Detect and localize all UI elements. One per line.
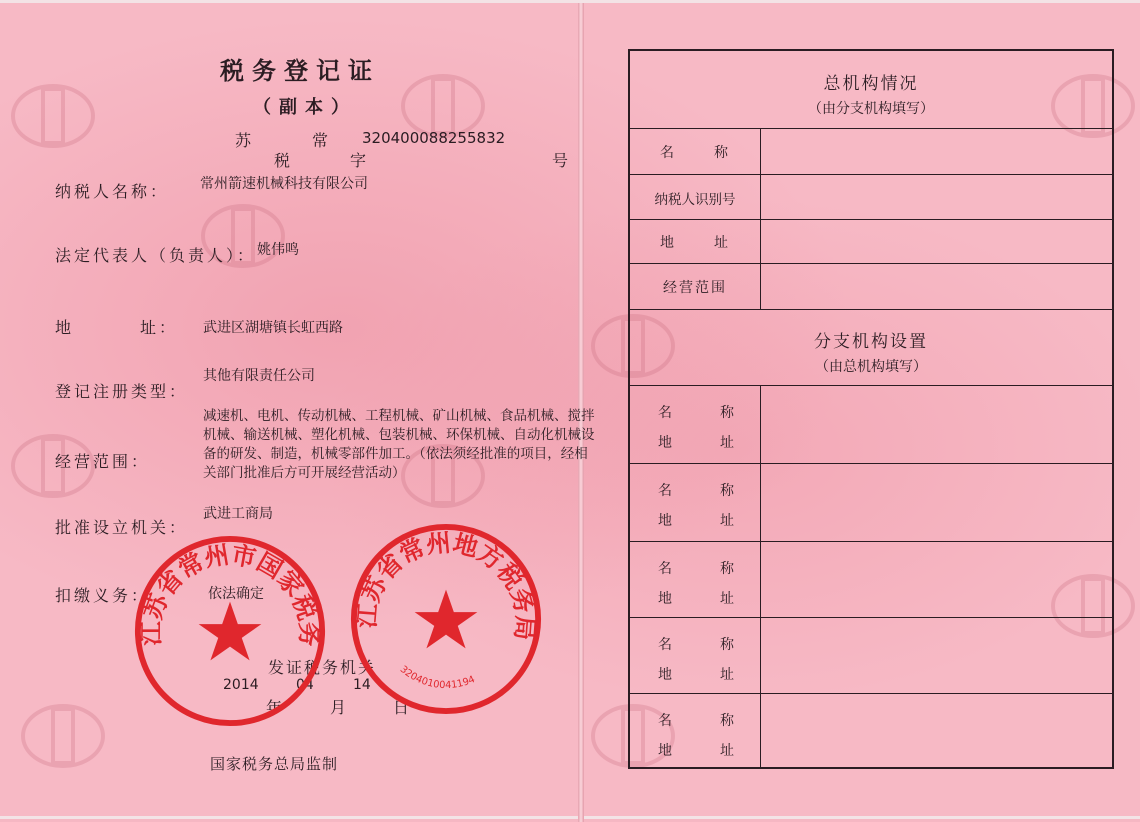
row-label: 址 xyxy=(720,435,734,451)
head-office-address-row xyxy=(630,219,1112,264)
withholding-label: 扣缴义务： xyxy=(55,586,151,605)
tax-prefix-province: 苏 xyxy=(235,131,252,150)
row-label: 地 xyxy=(658,435,672,451)
legal-rep-label: 法定代表人（负责人）： xyxy=(55,246,257,265)
star-icon xyxy=(415,590,478,649)
branch-row xyxy=(630,385,1112,464)
row-label: 纳税人识别号 xyxy=(630,175,761,220)
emblem-watermark-icon xyxy=(10,73,96,159)
row-label: 址 xyxy=(720,667,734,683)
head-office-name-row xyxy=(630,128,1112,175)
branch-row xyxy=(630,541,1112,618)
row-label: 称 xyxy=(720,483,734,499)
tax-number: 320400088255832 xyxy=(362,129,506,147)
tax-prefix-type: 常 xyxy=(312,131,329,150)
branch-subtitle: （由总机构填写） xyxy=(815,359,927,375)
row-label: 名 xyxy=(658,713,672,729)
row-label: 名 xyxy=(658,483,672,499)
footer-supervisor: 国家税务总局监制 xyxy=(210,755,339,773)
row-label: 地 xyxy=(658,667,672,683)
taxpayer-name-label: 纳税人名称： xyxy=(55,182,170,201)
head-office-title: 总机构情况 xyxy=(823,74,919,94)
legal-rep: 姚伟鸣 xyxy=(257,242,299,258)
head-office-taxpayer-id-row xyxy=(630,174,1112,220)
certificate-title: 税务登记证 xyxy=(220,56,380,85)
issue-date-day: 14 xyxy=(353,677,371,693)
row-label: 名 xyxy=(658,637,672,653)
head-office-scope-row xyxy=(630,263,1112,310)
svg-text:江苏省常州市国家税务局: 江苏省常州市国家税务 xyxy=(136,539,324,647)
row-label: 名 xyxy=(658,405,672,421)
tax-char-hao: 号 xyxy=(552,151,569,170)
local-tax-seal xyxy=(348,521,544,717)
row-label: 地 xyxy=(658,743,672,759)
star-icon xyxy=(199,602,262,661)
reg-type: 其他有限责任公司 xyxy=(203,368,315,384)
branch-section-header xyxy=(630,327,1112,376)
reg-type-label: 登记注册类型： xyxy=(55,382,189,401)
issue-date-day-label: 日 xyxy=(393,698,410,717)
approval-authority: 武进工商局 xyxy=(203,506,273,522)
issue-date-month: 04 xyxy=(296,677,314,693)
row-label: 址 xyxy=(720,513,734,529)
row-label: 址 xyxy=(720,591,734,607)
issue-date-year-label: 年 xyxy=(266,698,283,717)
tax-char-shui: 税 xyxy=(274,151,291,170)
issue-date-year: 2014 xyxy=(223,677,259,693)
branch-row xyxy=(630,617,1112,694)
approval-label: 批准设立机关： xyxy=(55,518,189,537)
row-label: 称 xyxy=(720,561,734,577)
row-label: 称 xyxy=(720,637,734,653)
row-label: 称 xyxy=(720,713,734,729)
emblem-watermark-icon xyxy=(20,693,106,779)
svg-text:3204010041194: 3204010041194 xyxy=(397,663,477,692)
address-label-1: 地 xyxy=(55,318,75,337)
organization-table xyxy=(628,49,1114,769)
taxpayer-name: 常州箭速机械科技有限公司 xyxy=(200,176,368,192)
address-label-2: 址： xyxy=(140,318,179,337)
branch-row xyxy=(630,463,1112,542)
row-label: 地 xyxy=(660,235,676,251)
withholding-value: 依法确定 xyxy=(208,586,264,602)
branch-row xyxy=(630,693,1112,768)
row-label: 址 xyxy=(720,743,734,759)
row-label: 地 xyxy=(658,513,672,529)
row-label: 址 xyxy=(714,235,730,251)
svg-text:江苏省常州地方税务局: 江苏省常州地方税务局 xyxy=(351,527,541,642)
row-label: 名 xyxy=(658,561,672,577)
issuer-label: 发证税务机关 xyxy=(268,658,377,677)
certificate-subtitle: （副本） xyxy=(253,97,357,118)
row-label: 称 xyxy=(714,145,730,161)
row-label: 名 xyxy=(660,145,676,161)
head-office-section-header xyxy=(630,69,1112,118)
row-label: 经营范围 xyxy=(630,264,761,310)
row-label: 地 xyxy=(658,591,672,607)
national-tax-seal xyxy=(132,533,328,729)
emblem-watermark-icon xyxy=(200,193,286,279)
address: 武进区湖塘镇长虹西路 xyxy=(203,320,343,336)
issue-date-month-label: 月 xyxy=(330,698,347,717)
branch-title: 分支机构设置 xyxy=(814,332,928,352)
row-label: 称 xyxy=(720,405,734,421)
business-scope: 减速机、电机、传动机械、工程机械、矿山机械、食品机械、搅拌机械、输送机械、塑化机械、包装机械、环保机械、自动化机械设备的研发、制造，机械零部件加工。（依法须经批准的项目，经相关部门批准后方可开展经营活动） xyxy=(203,408,595,481)
head-office-subtitle: （由分支机构填写） xyxy=(808,101,934,117)
tax-char-zi: 字 xyxy=(350,151,367,170)
scope-label: 经营范围： xyxy=(55,452,151,471)
